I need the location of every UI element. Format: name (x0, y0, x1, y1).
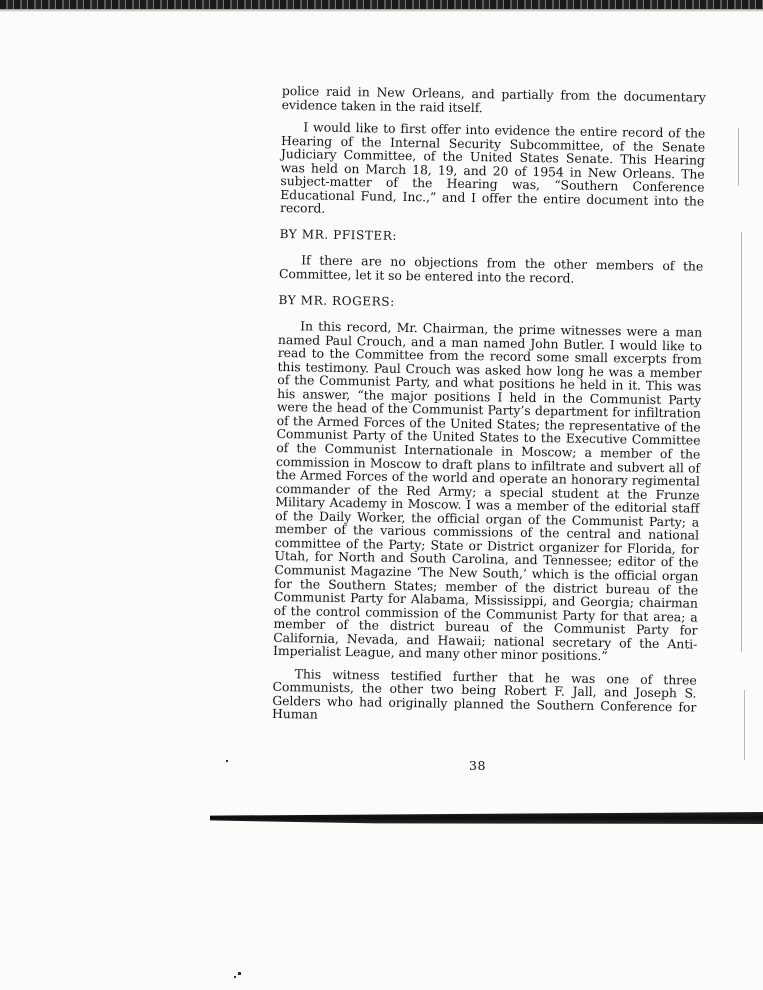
body-paragraph: This witness testified further that he was one of three Communists, the other two being Robert F. Jall, and Joseph S. Gelders who had originally planned the Southern Conference for Human (271, 666, 697, 723)
body-paragraph: I would like to first offer into evidence the entire record of the Hearing of the Internal Security Subcommittee, of the Senate Judiciary Committee, of the United States Senate. This Hearing was held on March 18, 19, and 20 of 1954 in New Orleans. The subject-matter of the Hearing was, “Southern Conference Educational Fund, Inc.,” and I offer the entire document into the record. (279, 119, 706, 217)
scan-bottom-shadow-rule (210, 812, 763, 824)
body-paragraph: If there are no objections from the other members of the Committee, let it so be entered into the record. (278, 252, 704, 286)
page-number: 38 (469, 758, 486, 773)
scan-speck (238, 972, 241, 975)
scan-margin-mark (738, 128, 739, 186)
scan-speck (234, 976, 236, 978)
continuation-paragraph: police raid in New Orleans, and partially from the documentary evidence taken in the raid itself. (281, 83, 706, 115)
speaker-heading: BY MR. PFISTER: (279, 226, 398, 243)
scan-top-edge (0, 0, 763, 9)
scan-margin-mark (744, 690, 745, 760)
speaker-heading: BY MR. ROGERS: (278, 292, 395, 309)
document-text-column (272, 84, 706, 737)
scan-top-edge-shadow (0, 9, 763, 12)
body-paragraph: In this record, Mr. Chairman, the prime witnesses were a man named Paul Crouch, and a man named John Butler. I would like to read to the Committee from the record some small excerpts from this testimony. Paul Crouch was asked how long he was a member of the Communist Party, and what positions he held in it. This was his answer, “the major positions I held in the Communist Party were the head of the Communist Party’s department for infiltration of the Armed Forces of the United States; the representative of the Communist Party of the United States to the Executive Committee of the Communist Internationale in Moscow; a member of the commission in Moscow to draft plans to infiltrate and subvert all of the Armed Forces of the world and operate an honorary regimental commander of the Red Army; a special student at the Frunze Military Academy in Moscow. I was a member of the editorial staff of the Daily Worker, the official organ of the Communist Party; a member of the various commissions of the central and national committee of the Party; State or District organizer for Florida, for Utah, for North and South Carolina, and Tennessee; editor of the Communist Magazine ‘The New South,’ which is the official organ for the Southern States; member of the district bureau of the Communist Party for Alabama, Mississippi, and Georgia; chairman of the control commission of the Communist Party for that area; a member of the district bureau of the Communist Party for California, Nevada, and Hawaii; national secretary of the Anti-Imperialist League, and many other minor positions.” (272, 318, 703, 664)
scan-margin-mark (741, 232, 742, 652)
scan-speck (226, 760, 228, 762)
